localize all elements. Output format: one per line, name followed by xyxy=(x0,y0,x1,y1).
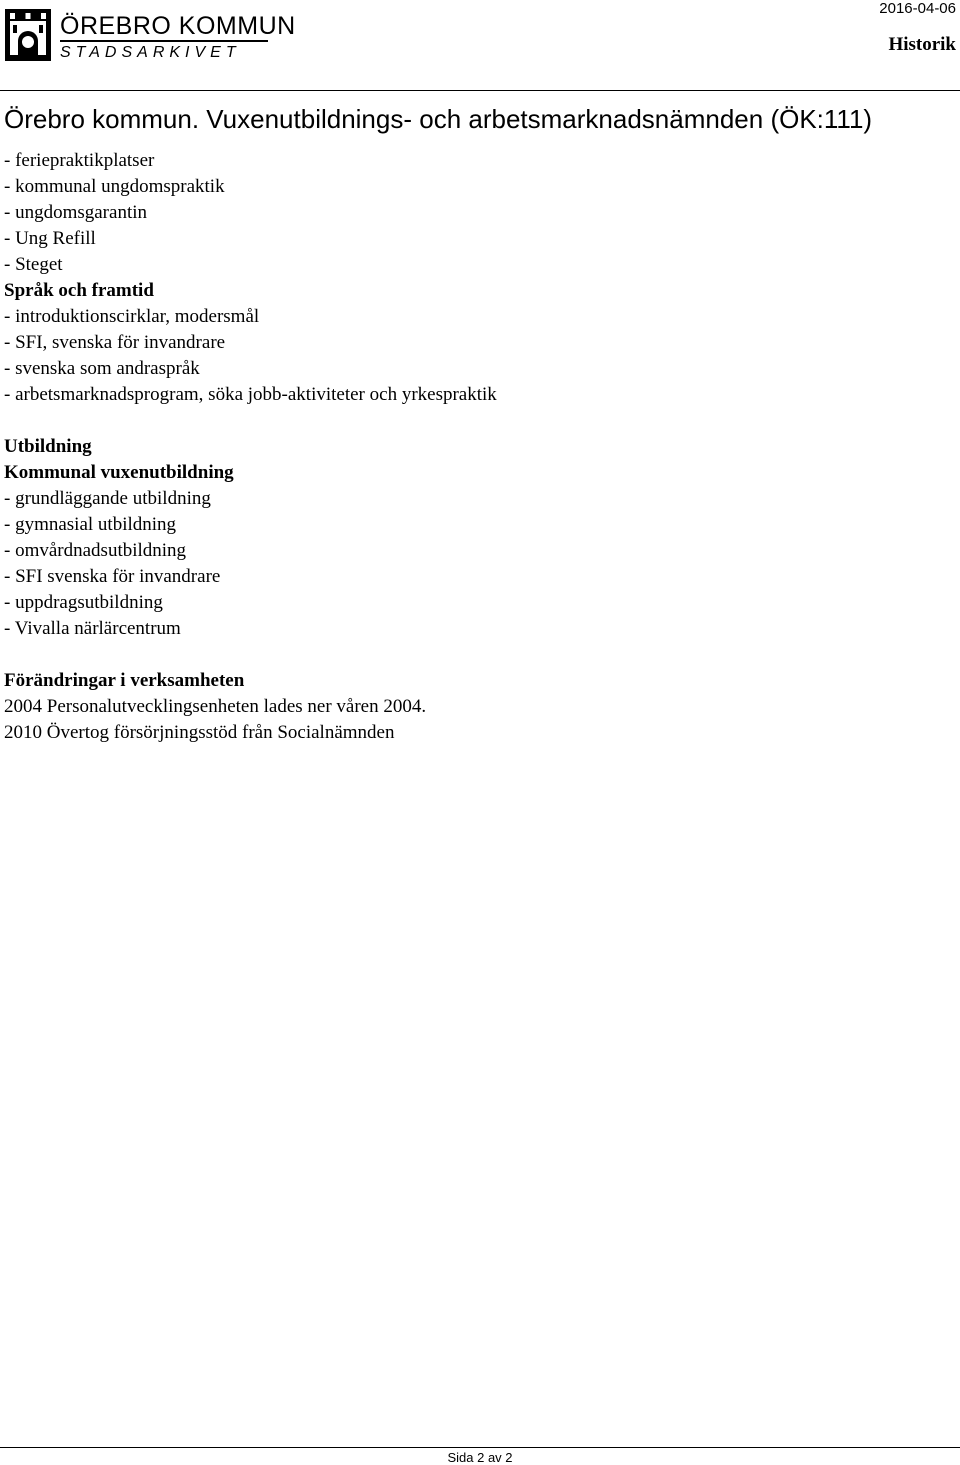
list-item: - Ung Refill xyxy=(4,228,96,249)
section-heading-forandringar: Förändringar i verksamheten xyxy=(4,670,245,691)
list-item: - Steget xyxy=(4,254,63,275)
logo-subtitle: STADSARKIVET xyxy=(60,44,241,61)
list-item: - Vivalla närlärcentrum xyxy=(4,618,181,639)
print-date: 2016-04-06 xyxy=(879,0,956,17)
orebro-kommun-logo xyxy=(4,8,296,62)
section-heading-sprak: Språk och framtid xyxy=(4,280,154,301)
list-item: - svenska som andraspråk xyxy=(4,358,200,379)
page-title: Örebro kommun. Vuxenutbildnings- och arbetsmarknadsnämnden (ÖK:111) xyxy=(4,104,873,134)
list-item: - ungdomsgarantin xyxy=(4,202,148,223)
section-heading-utbildning: Utbildning xyxy=(4,436,92,457)
header-divider xyxy=(0,90,960,91)
list-item: - gymnasial utbildning xyxy=(4,514,177,535)
logo-name: ÖREBRO KOMMUN xyxy=(60,12,296,40)
page-number: Sida 2 av 2 xyxy=(447,1450,513,1465)
list-item: - SFI, svenska för invandrare xyxy=(4,332,226,353)
list-item: - omvårdnadsutbildning xyxy=(4,540,187,561)
list-item: - arbetsmarknadsprogram, söka jobb-aktiviteter och yrkespraktik xyxy=(4,384,497,405)
logo-divider xyxy=(60,40,268,42)
list-item: - introduktionscirklar, modersmål xyxy=(4,306,260,327)
spacer xyxy=(4,642,954,668)
page-header xyxy=(0,0,960,92)
list-item: - feriepraktikplatser xyxy=(4,150,155,171)
subheading-vuxenutbildning: Kommunal vuxenutbildning xyxy=(4,462,234,483)
list-item: - kommunal ungdomspraktik xyxy=(4,176,225,197)
castle-crest-icon xyxy=(4,8,52,62)
list-item: - grundläggande utbildning xyxy=(4,488,211,509)
list-item: - uppdragsutbildning xyxy=(4,592,163,613)
document-body xyxy=(4,148,954,746)
footer-divider xyxy=(0,1447,960,1448)
list-item: - SFI svenska för invandrare xyxy=(4,566,221,587)
change-entry: 2004 Personalutvecklingsenheten lades ner våren 2004. xyxy=(4,696,427,717)
change-entry: 2010 Övertog försörjningsstöd från Socialnämnden xyxy=(4,722,395,743)
spacer xyxy=(4,408,954,434)
section-label: Historik xyxy=(888,34,956,55)
